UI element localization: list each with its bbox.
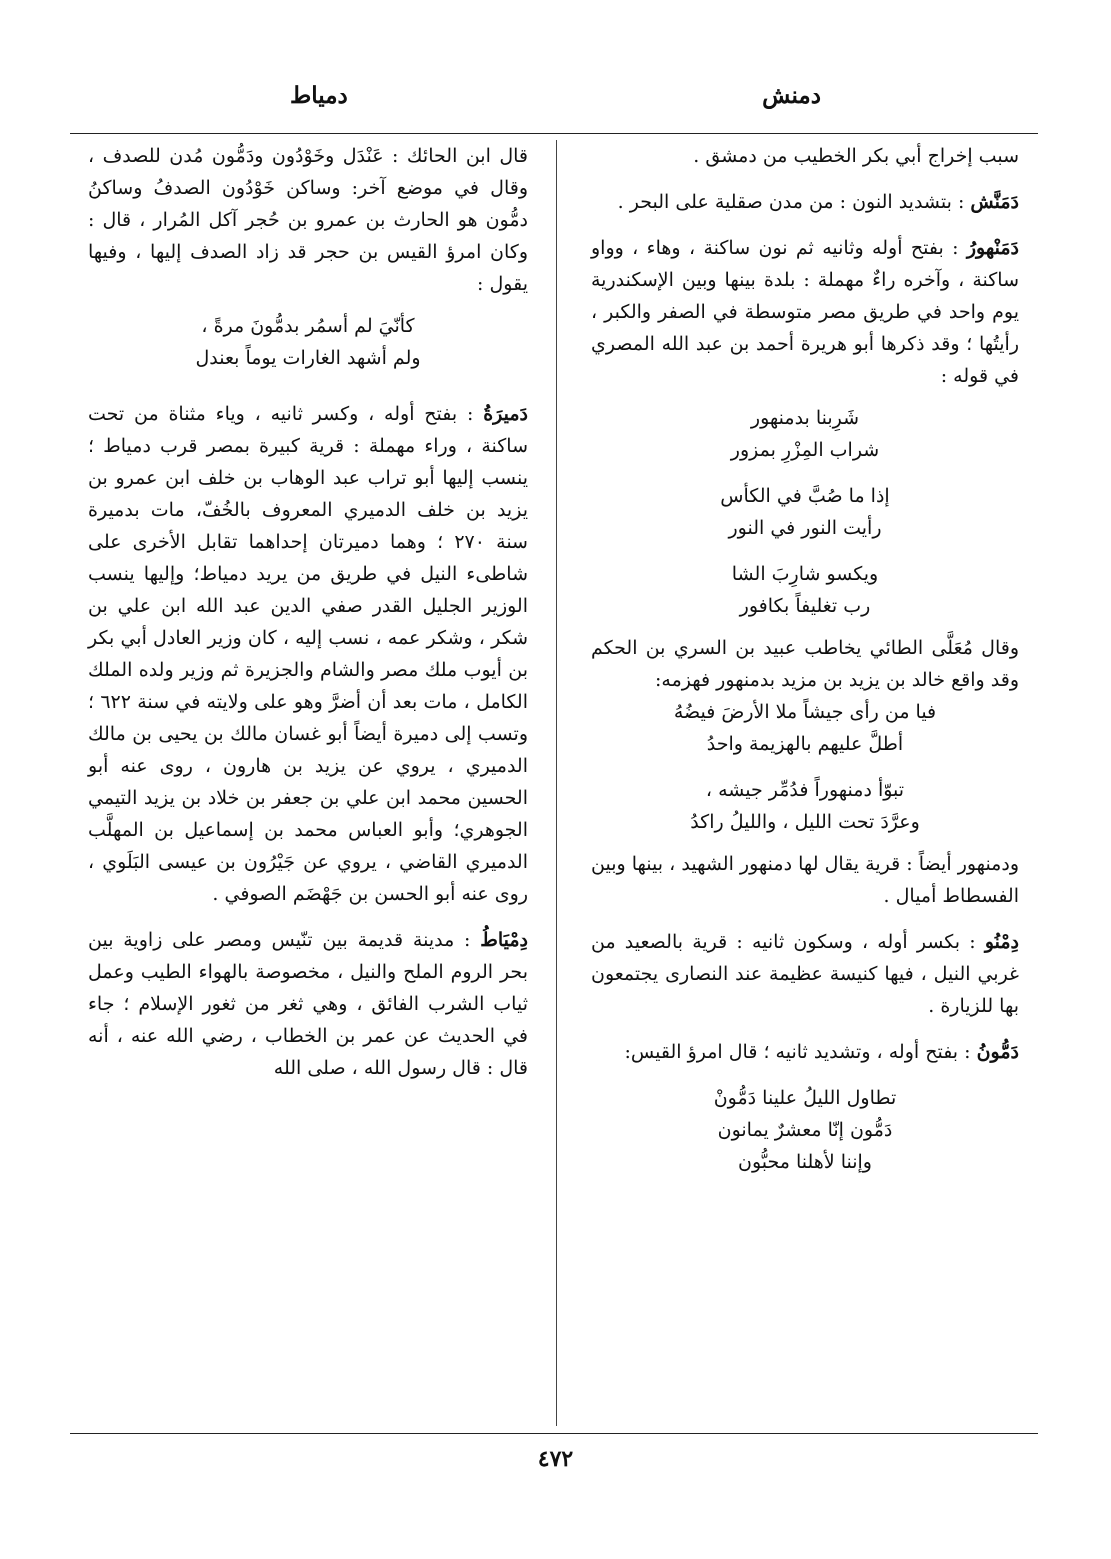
verse-line: تطاول الليلُ علينا دَمُّونْ (713, 1087, 897, 1109)
verse-line: شراب المِزْرِ بمزور (730, 439, 880, 461)
entry-headword: دَميرَةُ (483, 403, 528, 425)
verse-line: أطلَّ عليهم بالهزيمة واحدُ (706, 733, 904, 755)
entry-damanhur (591, 232, 1019, 392)
entry-dammun (591, 1036, 1019, 1068)
entry-headword: دِمْيَاطُ (480, 929, 528, 951)
entry-text: : بكسر أوله ، وسكون ثانيه : قرية بالصعيد من غربي النيل ، فيها كنيسة عظيمة عند النصارى يجتمعون بها للزيارة . (591, 931, 1019, 1017)
paragraph: وقال مُعَلَّى الطائي يخاطب عبيد بن السري بن الحكم وقد واقع خالد بن يزيد بن مزيد بدمنهور فهزمه: (591, 637, 1019, 691)
entry-dimyat (88, 924, 528, 1084)
verse-line: تبوّأ دمنهوراً فدُمِّر جيشه ، (705, 779, 905, 801)
verse-line: فيا من رأى جيشاً ملا الأرضَ فيضُهُ (673, 701, 937, 723)
entry-text: : بفتح أوله ، وتشديد ثانيه ؛ قال امرؤ القيس: (624, 1041, 977, 1063)
verse-line: وعرَّدَ تحت الليل ، والليلُ راكدُ (690, 811, 920, 833)
left-column (88, 140, 528, 1084)
entry-text: : بفتح أوله وثانيه ثم نون ساكنة ، وهاء ، وواو ساكنة ، وآخره راءٌ مهملة : بلدة بينها وبين الإسكندرية يوم واحد في طريق مصر متوسطة في الصفر والكبر ، رأيتُها ؛ وقد ذكرها أبو هريرة أحمد بن عبد الله المصري في قوله : (591, 237, 1019, 387)
verse-line: إذا ما صُبَّ في الكأس (720, 485, 890, 507)
verse-line: شَرِبنا بدمنهور (750, 407, 860, 429)
page-number: ٤٧٢ (537, 1446, 574, 1472)
continuation-text: سبب إخراج أبي بكر الخطيب من دمشق . (693, 145, 1019, 167)
footer-rule (70, 1433, 1038, 1434)
entry-damannash (591, 186, 1019, 218)
verse-line: ويكسو شارِبَ الشا (731, 563, 879, 585)
entry-text: : بتشديد النون : من مدن صقلية على البحر . (617, 191, 971, 213)
entry-headword: دَمَنَّش (970, 191, 1019, 213)
entry-text: : بفتح أوله ، وكسر ثانيه ، وياء مثناة من تحت ساكنة ، وراء مهملة : قرية كبيرة بمصر قرب دمياط ؛ ينسب إليها أبو تراب عبد الوهاب بن خلف ابن عمرو بن يزيد بن خلف الدميري المعروف بالخُفّ، مات بدميرة سنة ٢٧٠ ؛ وهما دميرتان إحداهما تقابل الأخرى على شاطىء النيل في طريق من يريد دمياط؛ وإليها ينسب الوزير الجليل القدر صفي الدين عبد الله ابن علي بن شكر ، وشكر عمه ، نسب إليه ، كان وزير العادل أبي بكر بن أيوب ملك مصر والشام والجزيرة ثم وزير ولده الملك الكامل ، مات بعد أن أضرَّ وهو على ولايته في سنة ٦٢٢ ؛ وتسب إلى دميرة أيضاً أبو غسان مالك بن يحيى بن مالك الدميري ، يروي عن يزيد بن هارون ، روى عنه أبو الحسين محمد ابن علي بن جعفر بن خلاد بن يزيد التيمي الجوهري؛ وأبو العباس محمد بن إسماعيل بن المهلَّب الدميري القاضي ، يروي عن جَيْرُون بن عيسى البَلَوي ، روى عنه أبو الحسن بن جَهْضَم الصوفي . (88, 403, 528, 905)
verse-line: رأيت النور في النور (728, 517, 882, 539)
right-column (591, 140, 1019, 1178)
entry-headword: دَمُّونُ (976, 1041, 1019, 1063)
running-header-right: دمنش (762, 82, 821, 109)
verse-line: دَمُّون إنّا معشرٌ يمانون (717, 1119, 893, 1141)
verse-line: رب تغليفاً بكافور (739, 595, 871, 617)
continuation-text: قال ابن الحائك : عَنْدَل وخَوْدُون ودَمُّون مُدن للصدف ، وقال في موضع آخر: وساكن خَوْدُون الصدفُ وساكنُ دمُّون هو الحارث بن عمرو بن حُجر آكل المُرار ، قال : وكان امرؤ القيس بن حجر قد زاد الصدف إليها ، وفيها يقول : (88, 145, 528, 295)
header-rule (70, 133, 1038, 134)
running-header-left: دمياط (290, 82, 348, 109)
verse-line: ولم أشهد الغارات يوماً بعندل (195, 347, 421, 369)
entry-headword: دَمَنْهورُ (966, 237, 1019, 259)
entry-headword: دِمْنُو (984, 931, 1019, 953)
entry-dimnu (591, 926, 1019, 1022)
column-divider (556, 140, 557, 1426)
verse-line: وإننا لأهلنا محبُّون (738, 1151, 872, 1173)
verse-line: كأنّيَ لم أسمُر بدمُّونَ مرةً ، (201, 315, 415, 337)
paragraph: ودمنهور أيضاً : قرية يقال لها دمنهور الشهيد ، بينها وبين الفسطاط أميال . (591, 853, 1019, 907)
entry-text: : مدينة قديمة بين تنّيس ومصر على زاوية بين بحر الروم الملح والنيل ، مخصوصة بالهواء الطيب وعمل ثياب الشرب الفائق ، وهي ثغر من ثغور الإسلام ؛ جاء في الحديث عن عمر بن الخطاب ، رضي الله عنه ، أنه قال : قال رسول الله ، صلى الله (88, 929, 528, 1079)
entry-damira (88, 398, 528, 910)
